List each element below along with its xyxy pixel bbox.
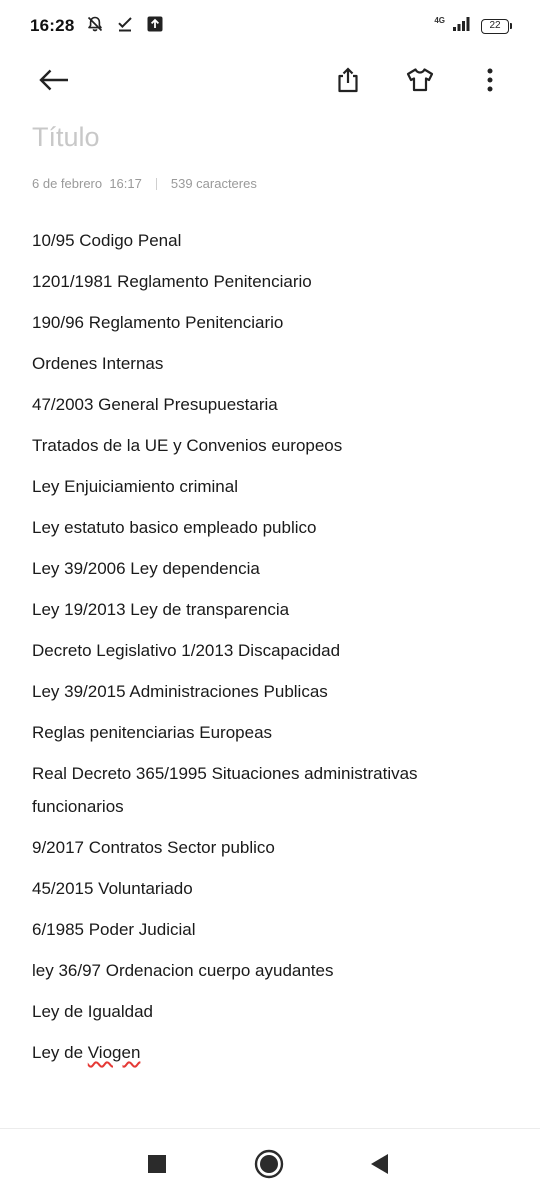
- notifications-muted-icon: [86, 15, 104, 38]
- back-button[interactable]: [36, 62, 72, 98]
- share-button[interactable]: [330, 62, 366, 98]
- note-line: [32, 1036, 500, 1077]
- battery-icon: [481, 19, 512, 34]
- system-nav-bar: [0, 1129, 540, 1200]
- note-line: Ley de Igualdad: [32, 1002, 153, 1021]
- misspelled-word[interactable]: Viogen: [87, 1043, 141, 1062]
- note-meta: [32, 176, 257, 191]
- note-line: Ley 19/2013 Ley de transparencia: [32, 600, 290, 619]
- note-line: 1201/1981 Reglamento Penitenciario: [32, 272, 312, 291]
- note-title-input[interactable]: Título: [32, 122, 100, 152]
- recents-square-icon: [147, 1154, 167, 1174]
- note-char-count: 539 caracteres: [170, 176, 257, 191]
- status-system-icons: [434, 16, 512, 36]
- network-type: 4G: [434, 16, 445, 25]
- note-line: Ley 39/2006 Ley dependencia: [32, 559, 260, 578]
- note-line: Real Decreto 365/1995 Situaciones administrativas funcionarios: [32, 764, 418, 816]
- upload-icon: [146, 15, 164, 38]
- note-line: ley 36/97 Ordenacion cuerpo ayudantes: [32, 961, 334, 980]
- note-line: 9/2017 Contratos Sector publico: [32, 838, 275, 857]
- note-line: Ley Enjuiciamiento criminal: [32, 477, 238, 496]
- nav-back-button[interactable]: [361, 1146, 397, 1182]
- home-button[interactable]: [251, 1146, 287, 1182]
- note-line: 190/96 Reglamento Penitenciario: [32, 313, 284, 332]
- note-toolbar: [0, 52, 540, 108]
- note-line: 47/2003 General Presupuestaria: [32, 395, 278, 414]
- note-line: 10/95 Codigo Penal: [32, 231, 182, 250]
- note-line: Ley estatuto basico empleado publico: [32, 518, 317, 537]
- meta-divider: [156, 178, 157, 190]
- more-vert-icon: [484, 66, 496, 94]
- more-options-button[interactable]: [472, 62, 508, 98]
- note-line: Ley 39/2015 Administraciones Publicas: [32, 682, 328, 701]
- note-line: Reglas penitenciarias Europeas: [32, 723, 273, 742]
- note-body-editor[interactable]: [32, 224, 500, 1077]
- back-triangle-icon: [368, 1152, 390, 1176]
- note-line-prefix: Ley de: [32, 1043, 88, 1062]
- home-circle-icon: [253, 1148, 285, 1180]
- theme-button[interactable]: [402, 62, 438, 98]
- note-line: Tratados de la UE y Convenios europeos: [32, 436, 343, 455]
- status-notification-icons: [86, 15, 164, 38]
- note-line: Ordenes Internas: [32, 354, 164, 373]
- note-line: 45/2015 Voluntariado: [32, 879, 193, 898]
- signal-icon: [453, 16, 473, 36]
- battery-level: 22: [481, 19, 509, 34]
- check-icon: [116, 15, 134, 38]
- recents-button[interactable]: [139, 1146, 175, 1182]
- battery-tip: [510, 23, 512, 29]
- note-date: 6 de febrero 16:17: [32, 176, 142, 191]
- status-time: 16:28: [30, 16, 75, 35]
- theme-shirt-icon: [405, 66, 435, 94]
- back-arrow-icon: [38, 64, 70, 96]
- share-icon: [334, 66, 362, 94]
- note-line: 6/1985 Poder Judicial: [32, 920, 196, 939]
- note-line: Decreto Legislativo 1/2013 Discapacidad: [32, 641, 341, 660]
- status-bar: [0, 0, 540, 52]
